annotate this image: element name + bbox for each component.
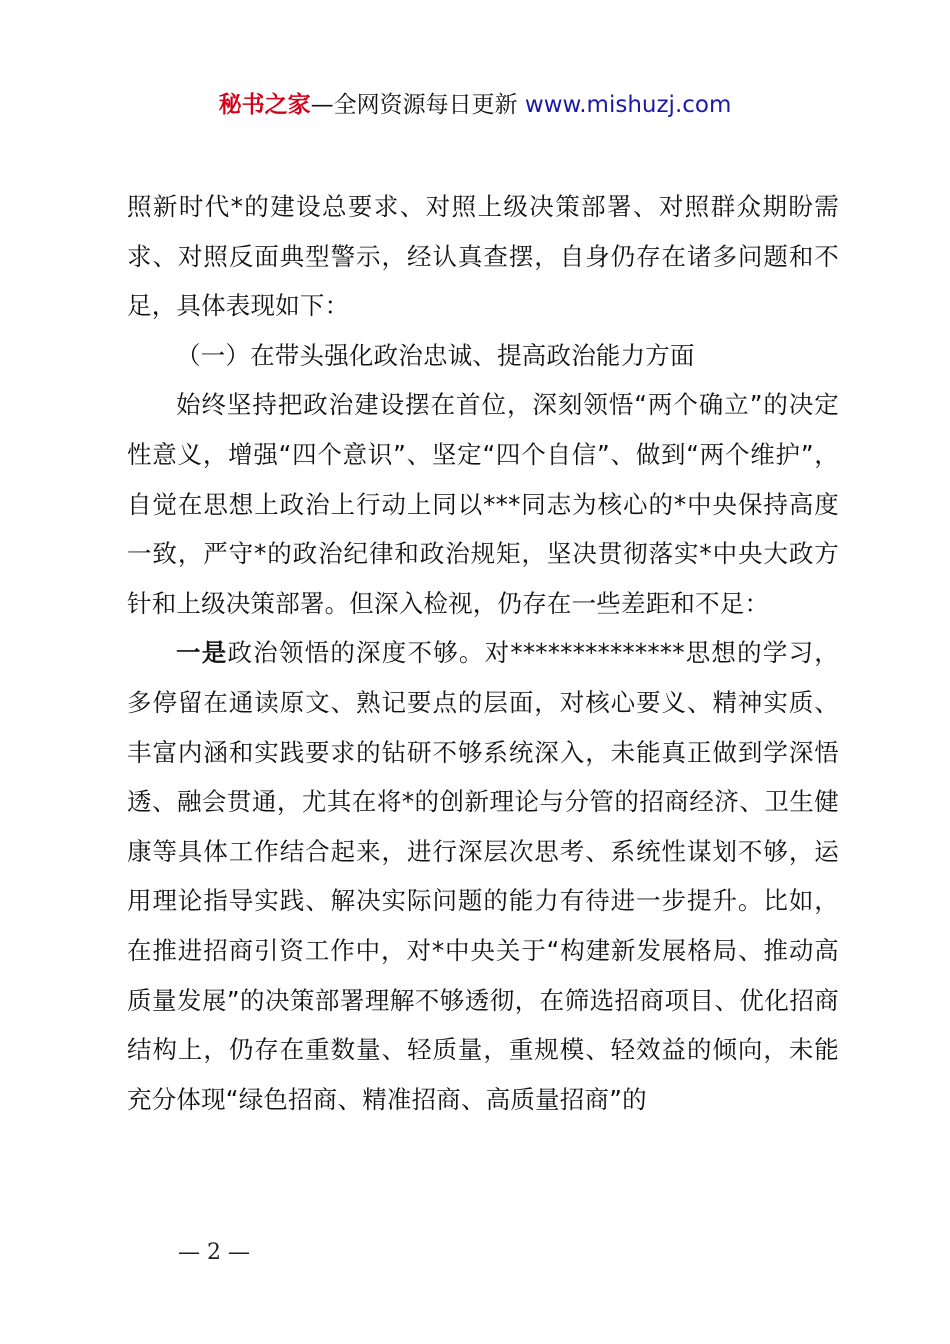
section-heading-1: （一）在带头强化政治忠诚、提高政治能力方面 xyxy=(176,340,695,370)
page-header xyxy=(0,88,950,122)
header-slogan: —全网资源每日更新 xyxy=(310,92,525,118)
paragraph-point-1 xyxy=(127,628,839,1124)
paragraph-section-1: 始终坚持把政治建设摆在首位，深刻领悟“两个确立”的决定性意义，增强“四个意识”、坚定“四个自信”、做到“两个维护”，自觉在思想上政治上行动上同以***同志为核心的*中央保持高度一致，严守*的政治纪律和政治规矩，坚决贯彻落实*中央大政方针和上级决策部署。但深入检视，仍存在一些差距和不足： xyxy=(127,390,839,618)
paragraph-intro-continuation: 照新时代*的建设总要求、对照上级决策部署、对照群众期盼需求、对照反面典型警示，经认真查摆，自身仍存在诸多问题和不足，具体表现如下： xyxy=(127,192,839,321)
document-body xyxy=(127,182,839,1124)
header-url-link[interactable]: www.mishuzj.com xyxy=(524,92,732,118)
header-brand: 秘书之家 xyxy=(218,92,311,118)
page-number: — 2 — xyxy=(178,1240,250,1265)
point-1-text: 政治领悟的深度不够。对**************思想的学习，多停留在通读原文、熟记要点的层面，对核心要义、精神实质、丰富内涵和实践要求的钻研不够系统深入，未能真正做到学深悟透、融会贯通，尤其在将*的创新理论与分管的招商经济、卫生健康等具体工作结合起来，进行深层次思考、系统性谋划不够，运用理论指导实践、解决实际问题的能力有待进一步提升。比如，在推进招商引资工作中，对*中央关于“构建新发展格局、推动高质量发展”的决策部署理解不够透彻，在筛选招商项目、优化招商结构上，仍存在重数量、轻质量，重规模、轻效益的倾向，未能充分体现“绿色招商、精准招商、高质量招商”的 xyxy=(127,638,840,1114)
point-1-lead: 一是 xyxy=(176,638,228,668)
